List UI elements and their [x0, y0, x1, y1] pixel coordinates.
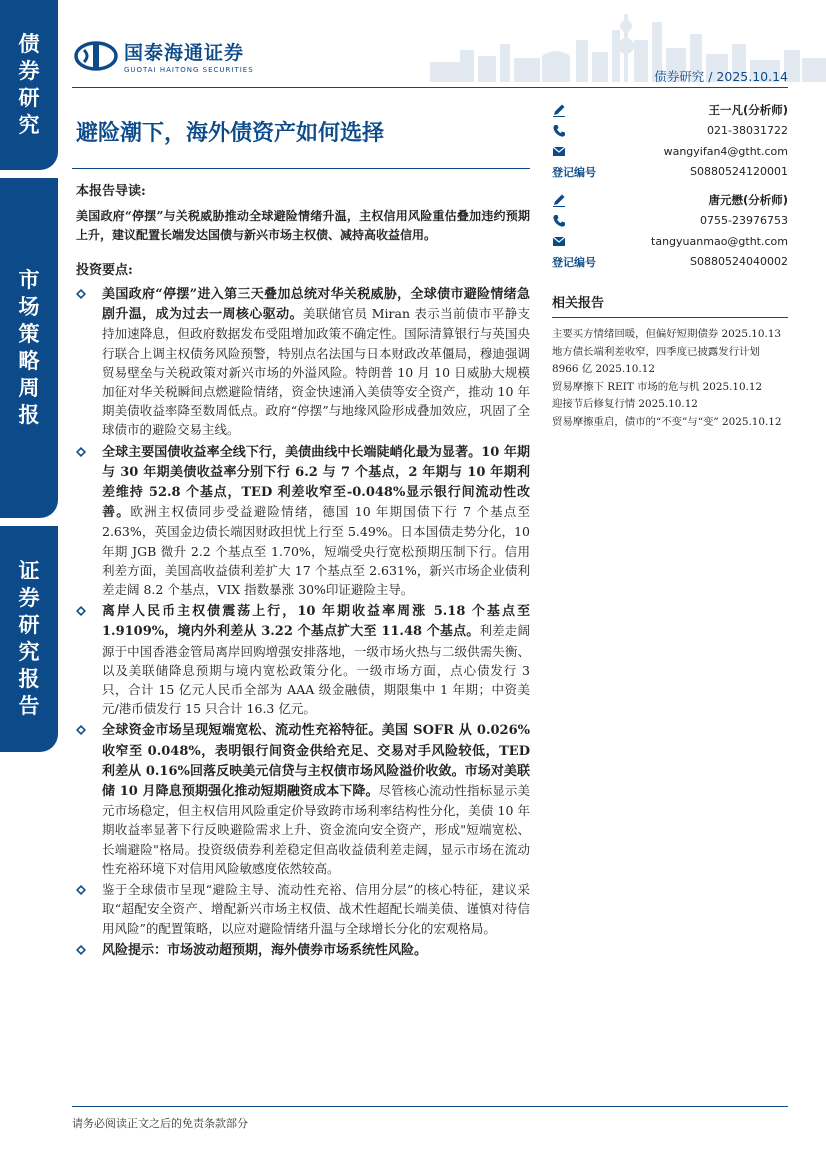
key-point-item — [76, 940, 530, 960]
sidebar-category-research-report: 证券研究报告 — [0, 526, 58, 752]
bullet-diamond-icon — [76, 725, 86, 735]
key-point-headline: 全球资金市场呈现短端宽松、流动性充裕特征。美国 SOFR 从 0.026%收窄至 0.048%，表明银行间资金供给充足、交易对手风险较低，TED 利差从 0.16%回落反映美元信贷与主权债市场风险溢价收敛。市场对美联储 10 月降息预期强化推动短期融资成本下降。 — [102, 723, 530, 800]
key-points-heading: 投资要点: — [76, 263, 133, 278]
bullet-diamond-icon — [76, 606, 86, 616]
key-point-body: 美联储官员 Miran 表示当前债市平静支持加速降息，但政府数据发布受阻增加政策不确定性。国际清算银行与英国央行联合上调主权债务风险预警，特别点名法国与日本财政改革僵局，穆迪强调贸易壁垒与关税政策对新兴市场的外溢风险。特朗普 10 月 10 日威胁大规模加征对华关税瞬间点燃避险情绪，资金快速涌入美债等安全资产，推动 10 年期美债收益率降至数周低点。政府“停摆”与地缘风险形成叠加效应，巩固了全球债市的避险交易主线。 — [102, 306, 530, 438]
analyst-card — [552, 190, 788, 272]
bullet-diamond-icon — [76, 289, 86, 299]
related-report-link[interactable]: 贸易摩擦重启，债市的“不变”与“变” 2025.10.12 — [552, 415, 782, 428]
header-divider — [72, 87, 788, 88]
analyst-phone: 021-38031722 — [707, 124, 788, 138]
analyst-email[interactable]: wangyifan4@gtht.com — [663, 144, 788, 158]
key-point-headline: 美国政府“停摆”进入第三天叠加总统对华关税威胁，全球债市避险情绪急剧升温，成为过去一周核心驱动。 — [102, 287, 530, 323]
key-point-item — [76, 720, 530, 878]
bullet-diamond-icon — [76, 885, 86, 895]
bullet-diamond-icon — [76, 447, 86, 457]
related-report-link[interactable]: 地方债长端利差收窄，四季度已披露发行计划 8966 亿 2025.10.12 — [552, 345, 760, 376]
phone-icon — [552, 214, 566, 228]
key-point-headline: 全球主要国债收益率全线下行，美债曲线中长端陡峭化最为显著。10 年期与 30 年期美债收益率分别下行 6.2 与 7 个基点，2 年期与 10 年期利差维持 52.8 个基点，TED 利差收窄至-0.048%显示银行间流动性改善。 — [102, 444, 530, 521]
sidebar-category-weekly-report: 市场策略周报 — [0, 178, 58, 518]
report-category-date: 债券研究 / 2025.10.14 — [654, 69, 788, 84]
title-divider — [72, 168, 530, 169]
analyst-list — [552, 100, 788, 272]
key-point-item — [76, 284, 530, 440]
logo-mark-icon — [74, 41, 118, 71]
key-points-list — [76, 284, 530, 960]
registration-number: S0880524040002 — [690, 255, 788, 269]
key-point-body: 利差走阔源于中国香港金管局离岸回购增强安排落地，一级市场火热与二级供需失衡、以及美联储降息预期与境内宽松政策分化。一级市场方面，点心债发行 3 只，合计 15 亿元人民币全部为 AAA 级金融债，期限集中 1 年期；中资美元/港币债发行 15 只合计 16.3 亿元。 — [102, 623, 530, 717]
key-point-headline: 风险提示：市场波动超预期，海外债券市场系统性风险。 — [102, 942, 428, 958]
key-point-item — [76, 880, 530, 938]
key-point-item — [76, 442, 530, 600]
pen-icon — [552, 193, 566, 207]
analyst-card — [552, 100, 788, 182]
related-report-link[interactable]: 贸易摩擦下 REIT 市场的危与机 2025.10.12 — [552, 380, 763, 393]
guide-heading: 本报告导读: — [76, 184, 146, 199]
registration-number: S0880524120001 — [690, 165, 788, 179]
key-point-body: 鉴于全球债市呈现“避险主导、流动性充裕、信用分层”的核心特征，建议采取“超配安全资产、增配新兴市场主权债、战术性超配长端美债、谨慎对待信用风险”的配置策略，以应对避险情绪升温与全球增长分化的宏观格局。 — [102, 882, 530, 936]
right-column — [552, 100, 788, 432]
key-point-item — [76, 601, 530, 718]
left-sidebar — [0, 0, 58, 1169]
guide-text: 美国政府“停摆”与关税威胁推动全球避险情绪升温，主权信用风险重估叠加违约预期上升，建议配置长端发达国债与新兴市场主权债、减持高收益信用。 — [76, 209, 530, 242]
disclaimer-footer: 请务必阅读正文之后的免责条款部分 — [72, 1106, 788, 1131]
related-report-link[interactable]: 主要买方情绪回暖，但偏好短期债券 2025.10.13 — [552, 328, 782, 340]
report-title: 避险潮下，海外债资产如何选择 — [76, 121, 385, 146]
sidebar-category-bond-research: 债券研究 — [0, 0, 58, 170]
mail-icon — [552, 144, 566, 158]
key-point-body: 尽管核心流动性指标显示美元市场稳定，但主权信用风险重定价导致跨市场利率结构性分化，美债 10 年期收益率显著下行反映避险需求上升、资金流向安全资产，形成"短端宽松、长端避险"格局。投资级债券利差稳定但高收益债利差走阔，显示市场在流动性充裕环境下对信用风险敏感度依然较高。 — [102, 783, 530, 876]
related-reports-heading: 相关报告 — [552, 292, 788, 318]
main-content — [76, 180, 530, 962]
analyst-name: 王一凡(分析师) — [708, 103, 788, 118]
analyst-phone: 0755-23976753 — [700, 214, 788, 228]
bullet-diamond-icon — [76, 945, 86, 955]
company-logo — [74, 38, 254, 74]
mail-icon — [552, 234, 566, 248]
analyst-name: 唐元懋(分析师) — [708, 193, 788, 208]
phone-icon — [552, 124, 566, 138]
related-report-link[interactable]: 迎接节后修复行情 2025.10.12 — [552, 398, 698, 411]
key-point-body: 欧洲主权债同步受益避险情绪，德国 10 年期国债下行 7 个基点至 2.63%，英国金边债长端因财政担忧上行至 5.49%。日本国债走势分化，10 年期 JGB 微升 2.2 个基点至 1.70%，短端受央行宽松预期压制下行。信用利差方面，美国高收益债利差扩大 17 个基点至 2.631%，新兴市场企业债利差走阔 8.2 个基点，VIX 指数暴涨 30%印证避险主导。 — [102, 504, 530, 598]
logo-text-cn: 国泰海通证券 — [124, 42, 245, 64]
analyst-email[interactable]: tangyuanmao@gtht.com — [651, 234, 788, 248]
registration-label: 登记编号 — [552, 255, 596, 269]
pen-icon — [552, 103, 566, 117]
key-point-headline: 离岸人民币主权债震荡上行，10 年期收益率周涨 5.18 个基点至 1.9109%，境内外利差从 3.22 个基点扩大至 11.48 个基点。 — [102, 604, 530, 640]
registration-label: 登记编号 — [552, 165, 596, 179]
logo-text-en: GUOTAI HAITONG SECURITIES — [124, 66, 254, 74]
related-reports-list — [552, 326, 788, 432]
